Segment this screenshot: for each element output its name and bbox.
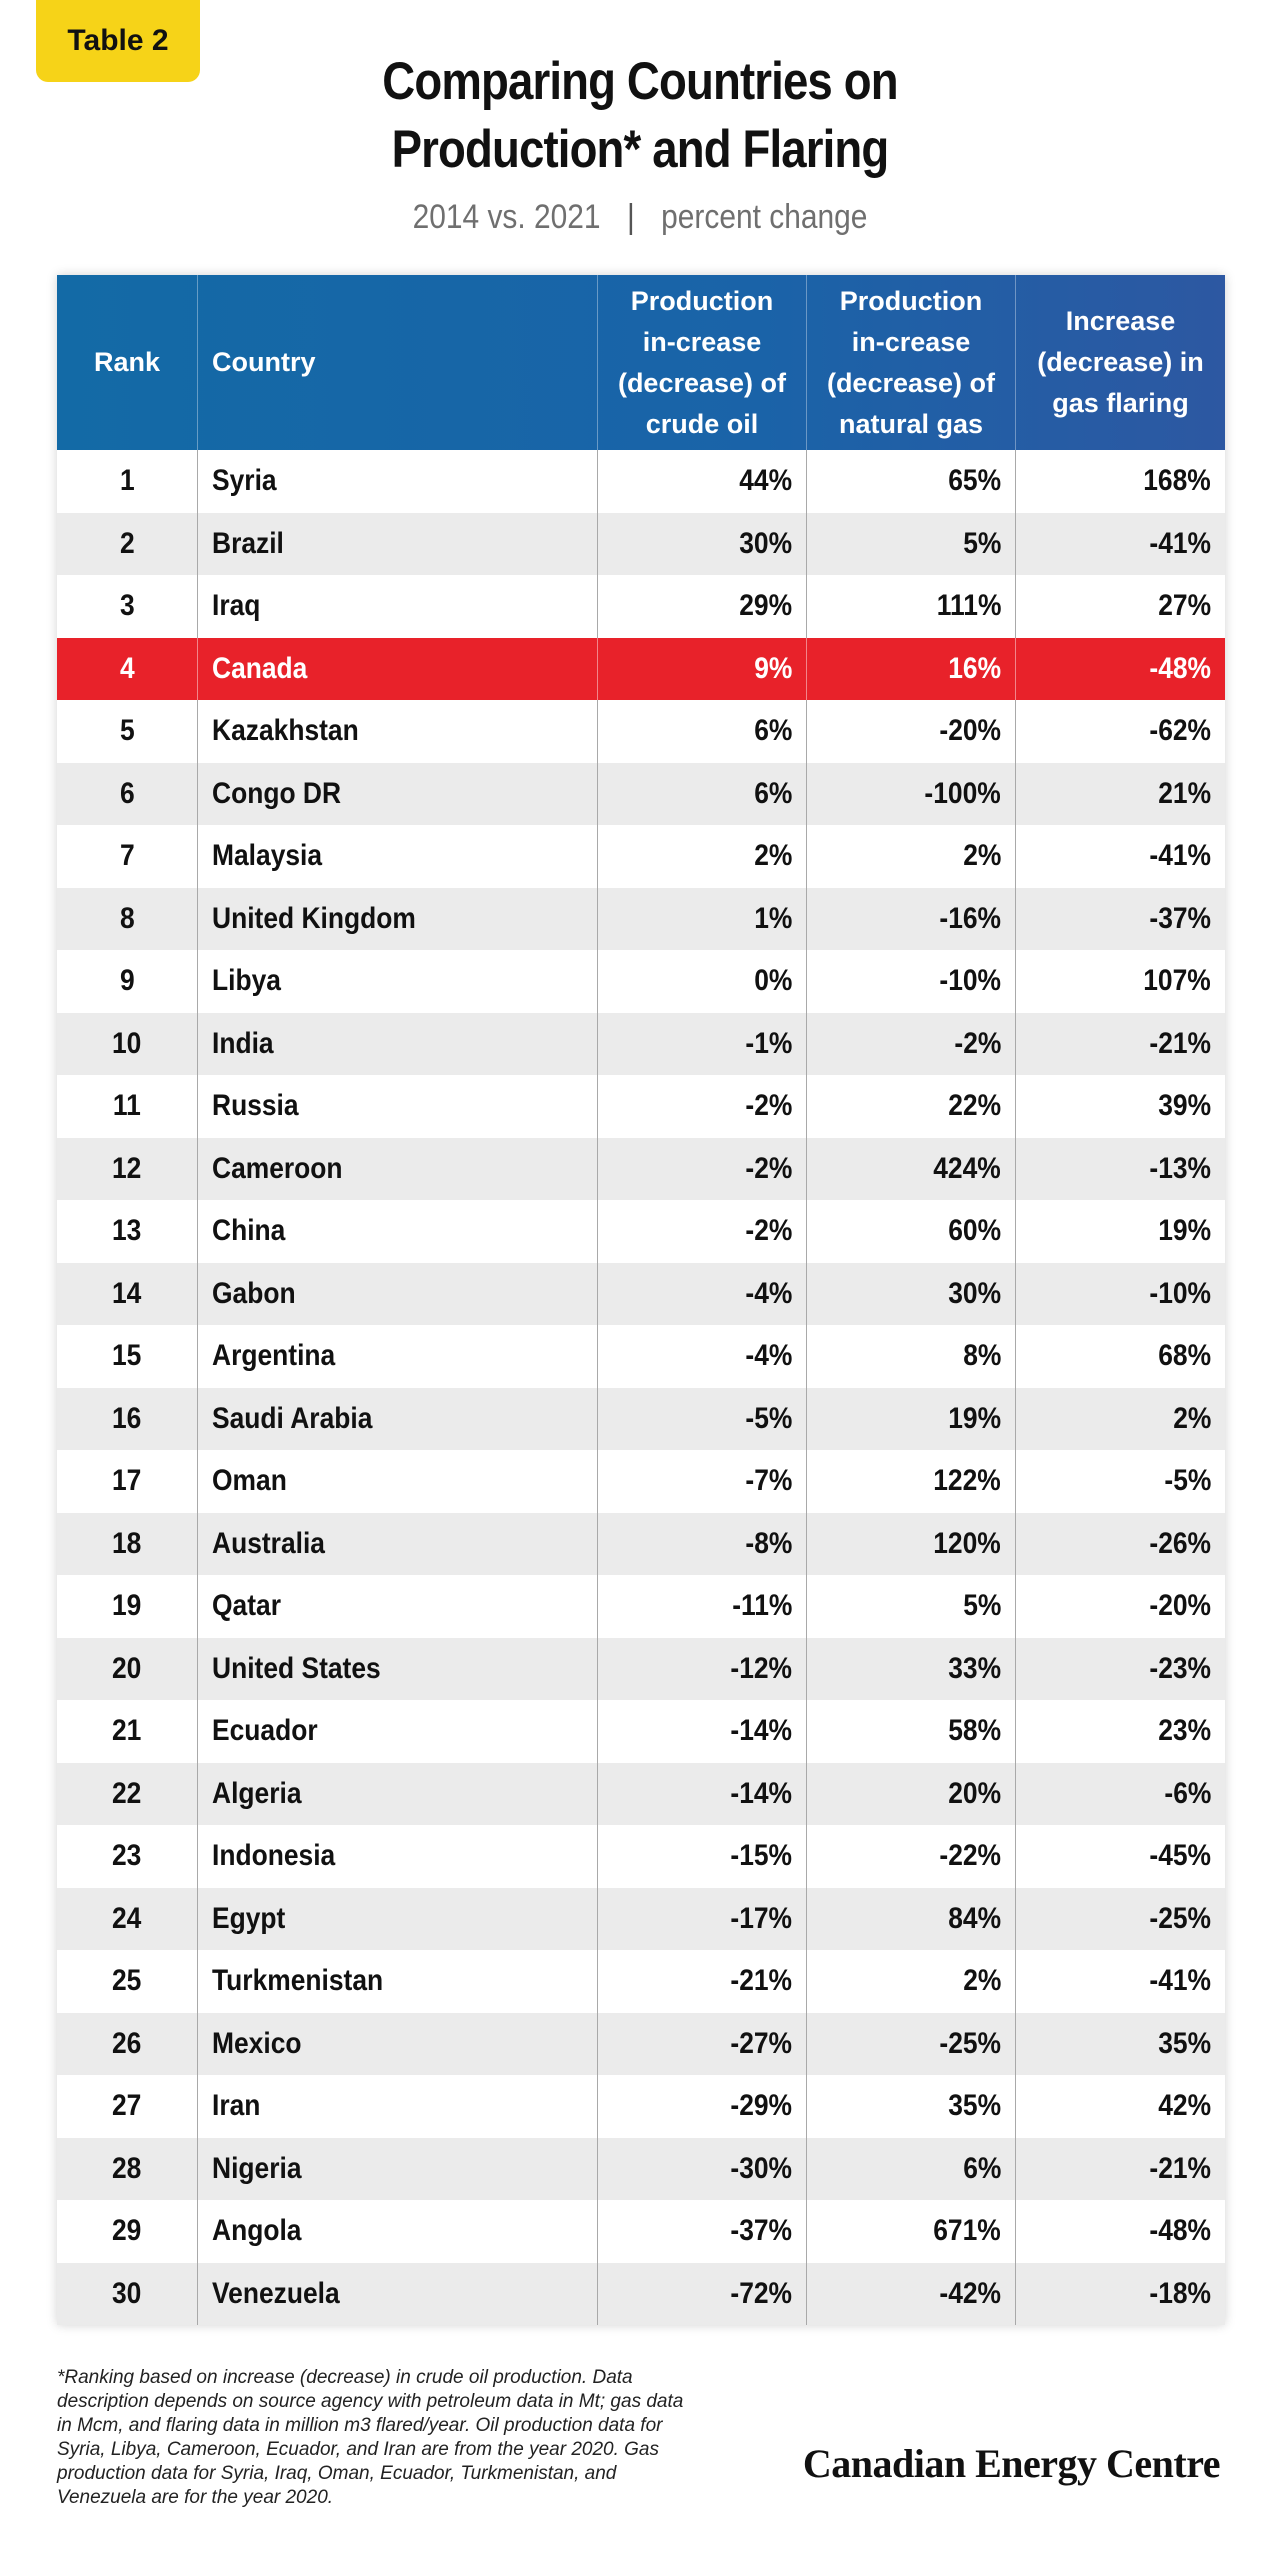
cell-rank: 4 <box>57 638 198 701</box>
cell-crude-oil: -14% <box>598 1700 807 1763</box>
cell-rank: 14 <box>57 1263 198 1326</box>
cell-country: United States <box>198 1638 598 1701</box>
cell-rank: 2 <box>57 513 198 576</box>
cell-country: Congo DR <box>198 763 598 826</box>
comparison-table <box>57 275 1225 2325</box>
cell-gas-flaring: 168% <box>1143 464 1211 498</box>
cell-rank: 30 <box>57 2263 198 2326</box>
table-row <box>57 575 1225 638</box>
cell-gas-flaring: 2% <box>1172 1401 1211 1435</box>
cell-natural-gas: 5% <box>807 1575 1016 1638</box>
table-row <box>57 1825 1225 1888</box>
cell-country: Brazil <box>198 513 598 576</box>
cell-country: Australia <box>198 1513 598 1576</box>
cell-gas-flaring: 39% <box>1158 1089 1211 1123</box>
table-row <box>57 763 1225 826</box>
cell-crude-oil: -29% <box>598 2075 807 2138</box>
cell-natural-gas: 60% <box>807 1200 1016 1263</box>
cell-rank: 10 <box>57 1013 198 1076</box>
cell-natural-gas: 111% <box>807 575 1016 638</box>
cell-crude-oil: 2% <box>598 825 807 888</box>
cell-crude-oil: 0% <box>598 950 807 1013</box>
cell-country: Argentina <box>198 1325 598 1388</box>
cell-natural-gas: 424% <box>807 1138 1016 1201</box>
cell-gas-flaring: -20% <box>1149 1589 1211 1623</box>
table-row <box>57 1075 1225 1138</box>
header-block <box>0 48 1280 237</box>
cell-gas-flaring: -45% <box>1149 1839 1211 1873</box>
cell-gas-flaring: 19% <box>1158 1214 1211 1248</box>
cell-crude-oil: -27% <box>598 2013 807 2076</box>
cell-crude-oil: -1% <box>598 1013 807 1076</box>
cell-gas-flaring: 35% <box>1158 2026 1211 2060</box>
cell-natural-gas: -10% <box>807 950 1016 1013</box>
title-line-2: Production* and Flaring <box>391 120 889 179</box>
cell-rank: 27 <box>57 2075 198 2138</box>
cell-rank: 8 <box>57 888 198 951</box>
cell-natural-gas: 20% <box>807 1763 1016 1826</box>
cell-gas-flaring: -21% <box>1149 2151 1211 2185</box>
table-row <box>57 700 1225 763</box>
cell-crude-oil: -2% <box>598 1200 807 1263</box>
cell-natural-gas: -25% <box>807 2013 1016 2076</box>
table-row <box>57 2138 1225 2201</box>
cell-country: Russia <box>198 1075 598 1138</box>
table-header <box>57 275 1225 450</box>
cell-country: Cameroon <box>198 1138 598 1201</box>
cell-rank: 29 <box>57 2200 198 2263</box>
table-row <box>57 1638 1225 1701</box>
cell-rank: 25 <box>57 1950 198 2013</box>
table-row <box>57 513 1225 576</box>
table-row <box>57 1325 1225 1388</box>
cell-crude-oil: 44% <box>598 450 807 513</box>
cell-country: Indonesia <box>198 1825 598 1888</box>
table-row <box>57 1388 1225 1451</box>
table-row <box>57 1513 1225 1576</box>
cell-crude-oil: 6% <box>598 700 807 763</box>
page-title <box>90 48 1191 184</box>
cell-natural-gas: 122% <box>807 1450 1016 1513</box>
cell-crude-oil: -4% <box>598 1325 807 1388</box>
cell-rank: 24 <box>57 1888 198 1951</box>
cell-country: Iran <box>198 2075 598 2138</box>
cell-natural-gas: 671% <box>807 2200 1016 2263</box>
subtitle-separator: | <box>626 198 635 236</box>
table-row <box>57 450 1225 513</box>
cell-gas-flaring: -62% <box>1149 714 1211 748</box>
cell-rank: 9 <box>57 950 198 1013</box>
table-row <box>57 950 1225 1013</box>
header-crude-oil: Production in-crease (decrease) of crude oil <box>598 275 807 450</box>
cell-rank: 17 <box>57 1450 198 1513</box>
cell-country: Kazakhstan <box>198 700 598 763</box>
cell-crude-oil: -12% <box>598 1638 807 1701</box>
cell-crude-oil: 30% <box>598 513 807 576</box>
cell-natural-gas: 2% <box>807 825 1016 888</box>
cell-crude-oil: -37% <box>598 2200 807 2263</box>
cell-gas-flaring: 68% <box>1158 1339 1211 1373</box>
cell-gas-flaring: -25% <box>1149 1901 1211 1935</box>
header-rank: Rank <box>57 275 198 450</box>
cell-gas-flaring: -41% <box>1149 1964 1211 1998</box>
cell-natural-gas: -42% <box>807 2263 1016 2326</box>
cell-rank: 23 <box>57 1825 198 1888</box>
header-gas-flaring: Increase (decrease) in gas flaring <box>1037 306 1204 418</box>
table-body <box>57 450 1225 2325</box>
cell-country: United Kingdom <box>198 888 598 951</box>
cell-natural-gas: 58% <box>807 1700 1016 1763</box>
cell-crude-oil: -7% <box>598 1450 807 1513</box>
cell-crude-oil: -2% <box>598 1138 807 1201</box>
cell-country: Malaysia <box>198 825 598 888</box>
cell-gas-flaring: -18% <box>1149 2276 1211 2310</box>
cell-gas-flaring: -41% <box>1149 839 1211 873</box>
cell-country: Oman <box>198 1450 598 1513</box>
cell-crude-oil: -5% <box>598 1388 807 1451</box>
cell-rank: 18 <box>57 1513 198 1576</box>
cell-crude-oil: 9% <box>598 638 807 701</box>
cell-crude-oil: -4% <box>598 1263 807 1326</box>
cell-natural-gas: 33% <box>807 1638 1016 1701</box>
cell-gas-flaring: -23% <box>1149 1651 1211 1685</box>
table-row <box>57 1950 1225 2013</box>
cell-gas-flaring: -41% <box>1149 526 1211 560</box>
cell-gas-flaring: 21% <box>1158 776 1211 810</box>
cell-natural-gas: 22% <box>807 1075 1016 1138</box>
cell-natural-gas: -20% <box>807 700 1016 763</box>
cell-crude-oil: 1% <box>598 888 807 951</box>
cell-crude-oil: 29% <box>598 575 807 638</box>
cell-rank: 5 <box>57 700 198 763</box>
cell-country: Saudi Arabia <box>198 1388 598 1451</box>
cell-gas-flaring: -10% <box>1149 1276 1211 1310</box>
cell-natural-gas: 2% <box>807 1950 1016 2013</box>
cell-crude-oil: -8% <box>598 1513 807 1576</box>
cell-country: Iraq <box>198 575 598 638</box>
cell-country: Algeria <box>198 1763 598 1826</box>
cell-gas-flaring: -6% <box>1164 1776 1211 1810</box>
table-row <box>57 1138 1225 1201</box>
cell-crude-oil: -30% <box>598 2138 807 2201</box>
table-row <box>57 2200 1225 2263</box>
subtitle-measure: percent change <box>661 198 868 236</box>
cell-gas-flaring: 27% <box>1158 589 1211 623</box>
brand-logo: Canadian Energy Centre <box>802 2441 1220 2486</box>
cell-rank: 3 <box>57 575 198 638</box>
header-country: Country <box>198 275 598 450</box>
cell-gas-flaring: -26% <box>1149 1526 1211 1560</box>
table-row-highlighted <box>57 638 1225 701</box>
table-row <box>57 1013 1225 1076</box>
cell-rank: 7 <box>57 825 198 888</box>
header-natural-gas: Production in-crease (decrease) of natural gas <box>807 275 1016 450</box>
cell-gas-flaring: -5% <box>1164 1464 1211 1498</box>
cell-country: Canada <box>198 638 598 701</box>
cell-gas-flaring: 107% <box>1143 964 1211 998</box>
cell-country: Nigeria <box>198 2138 598 2201</box>
cell-gas-flaring: 23% <box>1158 1714 1211 1748</box>
page-subtitle <box>77 198 1203 237</box>
cell-country: Syria <box>198 450 598 513</box>
cell-natural-gas: -2% <box>807 1013 1016 1076</box>
cell-rank: 1 <box>57 450 198 513</box>
cell-gas-flaring: 42% <box>1158 2089 1211 2123</box>
cell-rank: 20 <box>57 1638 198 1701</box>
table-row <box>57 2263 1225 2326</box>
table-row <box>57 2075 1225 2138</box>
table-label-badge: Table 2 <box>36 0 200 82</box>
cell-natural-gas: 6% <box>807 2138 1016 2201</box>
table-row <box>57 888 1225 951</box>
table-row <box>57 1763 1225 1826</box>
cell-gas-flaring: -37% <box>1149 901 1211 935</box>
cell-rank: 13 <box>57 1200 198 1263</box>
cell-crude-oil: -17% <box>598 1888 807 1951</box>
table-row <box>57 825 1225 888</box>
cell-natural-gas: -22% <box>807 1825 1016 1888</box>
cell-natural-gas: 19% <box>807 1388 1016 1451</box>
footnote: *Ranking based on increase (decrease) in crude oil production. Data description depends on source agency with petroleum data in Mt; gas data in Mcm, and flaring data in million m3 flared/year. Oil production data for Syria, Libya, Cameroon, Ecuador, and Iran are from the year 2020. Gas production data for Syria, Iraq, Oman, Ecuador, Turkmenistan, and Venezuela are for the year 2020. <box>57 2367 684 2508</box>
cell-natural-gas: 5% <box>807 513 1016 576</box>
cell-gas-flaring: -13% <box>1149 1151 1211 1185</box>
cell-country: China <box>198 1200 598 1263</box>
cell-country: Egypt <box>198 1888 598 1951</box>
cell-crude-oil: -72% <box>598 2263 807 2326</box>
cell-rank: 19 <box>57 1575 198 1638</box>
cell-country: Angola <box>198 2200 598 2263</box>
table-row <box>57 1575 1225 1638</box>
table-row <box>57 1700 1225 1763</box>
cell-crude-oil: -14% <box>598 1763 807 1826</box>
cell-rank: 15 <box>57 1325 198 1388</box>
cell-gas-flaring: -48% <box>1149 2214 1211 2248</box>
cell-natural-gas: 65% <box>807 450 1016 513</box>
table-row <box>57 1888 1225 1951</box>
cell-natural-gas: -100% <box>807 763 1016 826</box>
cell-country: Libya <box>198 950 598 1013</box>
cell-rank: 21 <box>57 1700 198 1763</box>
cell-natural-gas: 84% <box>807 1888 1016 1951</box>
cell-gas-flaring: -48% <box>1149 651 1211 685</box>
table-row <box>57 1263 1225 1326</box>
cell-country: Ecuador <box>198 1700 598 1763</box>
table-row <box>57 1200 1225 1263</box>
cell-rank: 22 <box>57 1763 198 1826</box>
title-line-1: Comparing Countries on <box>382 52 898 111</box>
cell-gas-flaring: -21% <box>1149 1026 1211 1060</box>
cell-natural-gas: -16% <box>807 888 1016 951</box>
cell-crude-oil: -15% <box>598 1825 807 1888</box>
cell-natural-gas: 120% <box>807 1513 1016 1576</box>
cell-country: Gabon <box>198 1263 598 1326</box>
cell-country: India <box>198 1013 598 1076</box>
table-row <box>57 1450 1225 1513</box>
cell-rank: 12 <box>57 1138 198 1201</box>
cell-rank: 28 <box>57 2138 198 2201</box>
cell-country: Venezuela <box>198 2263 598 2326</box>
cell-rank: 6 <box>57 763 198 826</box>
cell-natural-gas: 35% <box>807 2075 1016 2138</box>
cell-country: Mexico <box>198 2013 598 2076</box>
cell-crude-oil: -11% <box>598 1575 807 1638</box>
cell-crude-oil: 6% <box>598 763 807 826</box>
cell-crude-oil: -2% <box>598 1075 807 1138</box>
subtitle-years: 2014 vs. 2021 <box>412 198 601 236</box>
cell-country: Qatar <box>198 1575 598 1638</box>
table-row <box>57 2013 1225 2076</box>
cell-natural-gas: 16% <box>807 638 1016 701</box>
cell-rank: 26 <box>57 2013 198 2076</box>
cell-natural-gas: 8% <box>807 1325 1016 1388</box>
cell-crude-oil: -21% <box>598 1950 807 2013</box>
cell-rank: 11 <box>57 1075 198 1138</box>
cell-natural-gas: 30% <box>807 1263 1016 1326</box>
cell-rank: 16 <box>57 1388 198 1451</box>
cell-country: Turkmenistan <box>198 1950 598 2013</box>
